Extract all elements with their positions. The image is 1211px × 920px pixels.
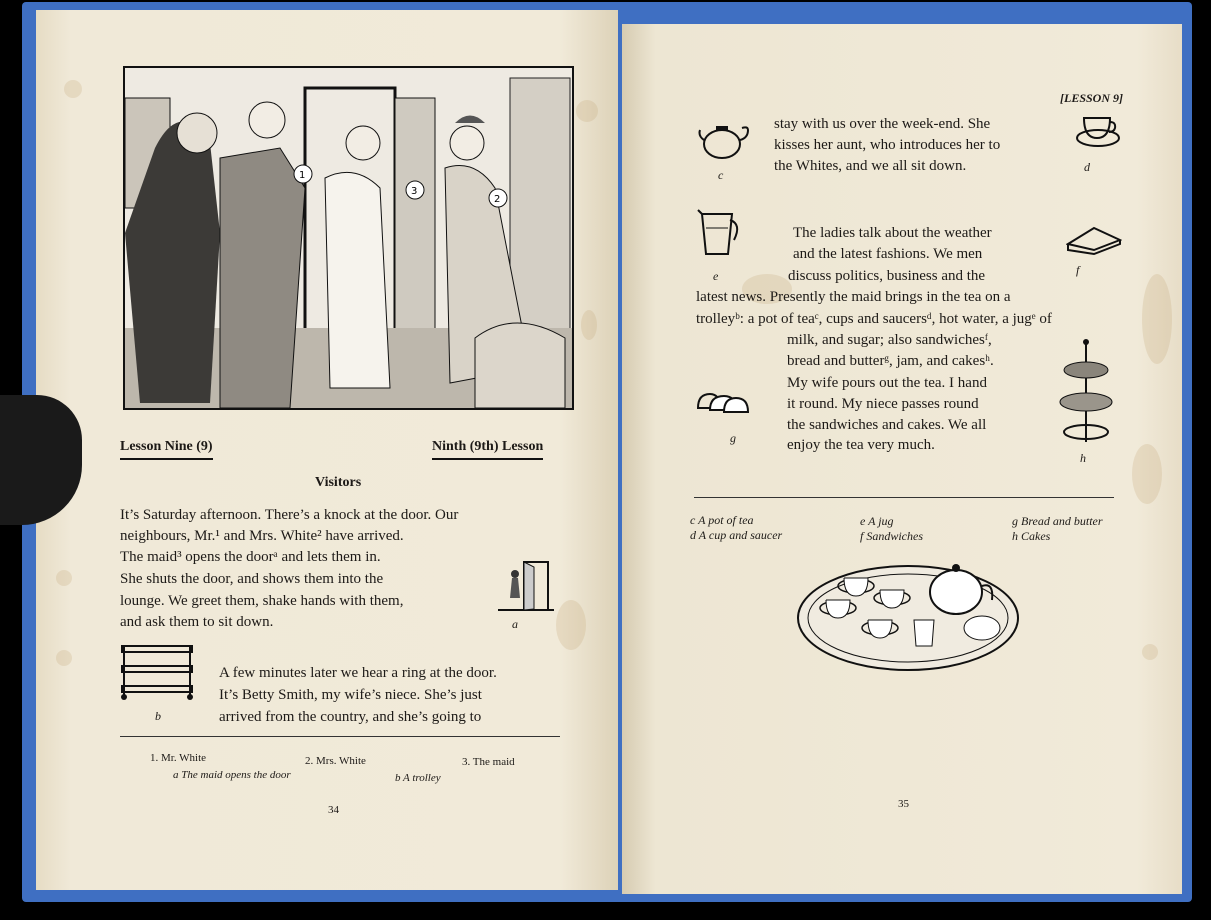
- text-line: She shuts the door, and shows them into the: [120, 571, 384, 587]
- text-line: A few minutes later we hear a ring at the door.: [219, 665, 497, 681]
- footnote-a: a The maid opens the door: [173, 769, 291, 781]
- divider: [120, 736, 560, 737]
- svg-text:2: 2: [494, 194, 501, 205]
- text-line: bread and butterᵍ, jam, and cakesʰ.: [787, 353, 994, 369]
- figure-label-e: e: [713, 269, 719, 283]
- text-line: milk, and sugar; also sandwichesᶠ,: [787, 332, 992, 348]
- svg-text:3: 3: [411, 186, 418, 197]
- caption-g: g Bread and butter: [1012, 514, 1103, 528]
- footnote-2: 2. Mrs. White: [305, 755, 366, 767]
- door-figure: [496, 558, 556, 614]
- lesson-tag: [LESSON 9]: [1060, 91, 1124, 105]
- text-line: neighbours, Mr.¹ and Mrs. White² have arrived.: [120, 528, 404, 544]
- visitors-illustration: [123, 66, 574, 410]
- caption-e: e A jug: [860, 514, 894, 528]
- text-line: enjoy the tea very much.: [787, 437, 935, 453]
- lesson-heading-left: Lesson Nine (9): [120, 436, 213, 460]
- text-line: arrived from the country, and she’s going to: [219, 709, 482, 725]
- text-line: My wife pours out the tea. I hand: [787, 375, 987, 391]
- footnote-3: 3. The maid: [462, 756, 515, 768]
- cup-saucer-figure: [1074, 108, 1122, 150]
- caption-d: d A cup and saucer: [690, 528, 783, 542]
- text-line: kisses her aunt, who introduces her to: [774, 137, 1001, 153]
- footnote-1: 1. Mr. White: [150, 752, 207, 764]
- figure-label-b: b: [155, 709, 161, 723]
- text-line: discuss politics, business and the: [788, 268, 986, 284]
- figure-label-a: a: [512, 617, 518, 631]
- cake-stand-figure: [1056, 338, 1116, 448]
- page-number-right: 35: [898, 798, 909, 810]
- text-line: It’s Betty Smith, my wife’s niece. She’s just: [219, 687, 482, 703]
- text-line: stay with us over the week-end. She: [774, 116, 991, 132]
- figure-label-h: h: [1080, 451, 1086, 465]
- sandwich-figure: [1066, 222, 1122, 256]
- caption-c: c A pot of tea: [690, 513, 754, 527]
- footnote-b: b A trolley: [395, 772, 441, 784]
- text-line: the sandwiches and cakes. We all: [787, 417, 987, 433]
- text-line: trolleyᵇ: a pot of teaᶜ, cups and saucersᵈ, hot water, a jugᵉ of: [696, 311, 1052, 327]
- lesson-heading-right: Ninth (9th) Lesson: [432, 436, 543, 460]
- divider: [694, 497, 1114, 498]
- figure-label-g: g: [730, 431, 736, 445]
- text-line: The ladies talk about the weather: [793, 225, 992, 241]
- caption-f: f Sandwiches: [860, 529, 923, 543]
- jug-figure: [696, 206, 746, 262]
- figure-label-c: c: [718, 168, 724, 182]
- caption-h: h Cakes: [1012, 529, 1051, 543]
- text-line: and ask them to sit down.: [120, 614, 274, 630]
- trolley-figure: [118, 640, 198, 702]
- bread-figure: [696, 386, 750, 422]
- text-line: lounge. We greet them, shake hands with them,: [120, 593, 404, 609]
- svg-text:1: 1: [299, 170, 306, 181]
- text-line: the Whites, and we all sit down.: [774, 158, 967, 174]
- text-line: latest news. Presently the maid brings in the tea on a: [696, 289, 1011, 305]
- teapot-figure: [698, 116, 750, 162]
- text-line: It’s Saturday afternoon. There’s a knock at the door. Our: [120, 507, 459, 523]
- page-number-left: 34: [328, 804, 339, 816]
- figure-label-f: f: [1076, 263, 1080, 277]
- lesson-title: Visitors: [315, 475, 362, 490]
- tea-tray-figure: [794, 556, 1022, 674]
- text-line: it round. My niece passes round: [787, 396, 979, 412]
- text-line: and the latest fashions. We men: [793, 246, 983, 262]
- figure-label-d: d: [1084, 160, 1090, 174]
- text-line: The maid³ opens the doorᵃ and lets them in.: [120, 549, 381, 565]
